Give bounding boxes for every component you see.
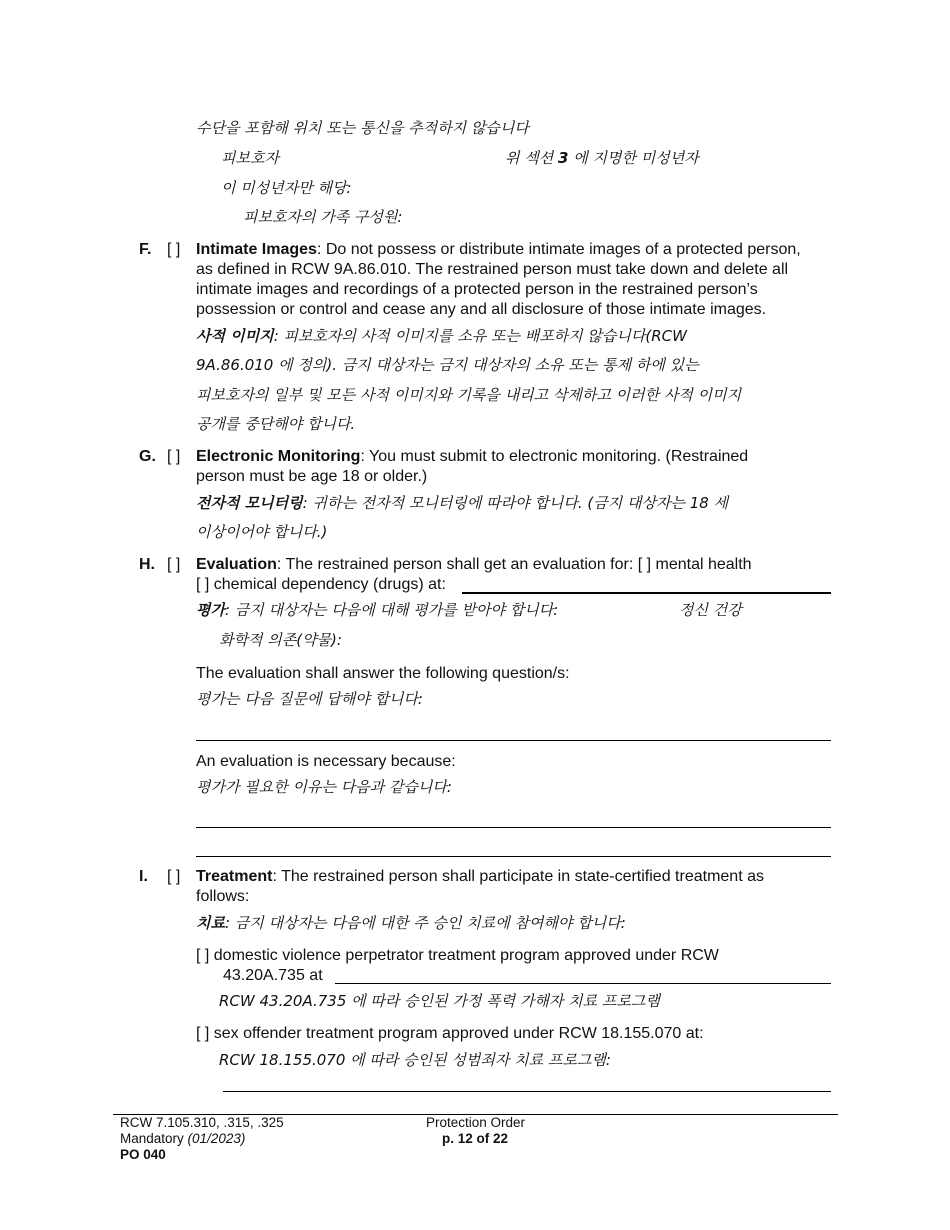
section-i-en-line1: Treatment: The restrained person shall participate in state-certified treatment as [196, 868, 764, 885]
chemical-dependency-field[interactable] [462, 592, 831, 594]
evaluation-reason-label: An evaluation is necessary because: [196, 753, 456, 770]
continued-text: 수단을 포함해 위치 또는 통신을 추적하지 않습니다 [196, 119, 529, 137]
footer-mandatory: Mandatory (01/2023) [120, 1131, 246, 1146]
section-g-ko-line2: 이상이어야 합니다.) [196, 523, 328, 541]
section-f-en-line2: as defined in RCW 9A.86.010. The restrained person must take down and delete all [196, 261, 789, 278]
section-f-en-line1: Intimate Images: Do not possess or distribute intimate images of a protected person, [196, 241, 801, 258]
evaluation-question-label: The evaluation shall answer the following question/s: [196, 665, 570, 682]
section-i-en-line2: follows: [196, 888, 250, 905]
dv-treatment-line2: 43.20A.735 at [223, 967, 323, 984]
section-f-ko-line4: 공개를 중단해야 합니다. [196, 415, 356, 433]
footer-rcw: RCW 7.105.310, .315, .325 [120, 1115, 284, 1130]
section-f-ko-line1: 사적 이미지: 피보호자의 사적 이미지를 소유 또는 배포하지 않습니다(RCW [196, 327, 687, 345]
sex-offender-treatment-option[interactable]: [ ] sex offender treatment program approved under RCW 18.155.070 at: [196, 1025, 704, 1042]
section-h-letter: H. [139, 556, 155, 573]
section-i-letter: I. [139, 868, 148, 885]
footer-title: Protection Order [426, 1115, 526, 1130]
option-only-minors: 이 미성년자만 해당: [221, 179, 352, 197]
section-i-checkbox[interactable]: [ ] [167, 868, 181, 885]
section-g-checkbox[interactable]: [ ] [167, 448, 181, 465]
sex-offender-treatment-field[interactable] [223, 1091, 831, 1092]
section-h-en-line1: Evaluation: The restrained person shall get an evaluation for: [ ] mental health [196, 556, 752, 573]
section-f-ko-line2: 9A.86.010 에 정의). 금지 대상자는 금지 대상자의 소유 또는 통제 하에 있는 [196, 356, 699, 374]
evaluation-reason-label-ko: 평가가 필요한 이유는 다음과 같습니다: [196, 778, 452, 796]
footer-form-id: PO 040 [120, 1147, 166, 1162]
section-f-letter: F. [139, 241, 152, 258]
evaluation-question-label-ko: 평가는 다음 질문에 답해야 합니다: [196, 690, 423, 708]
sex-offender-treatment-ko: RCW 18.155.070 에 따라 승인된 성범죄자 치료 프로그램: [219, 1051, 611, 1069]
option-minors: 위 섹션 3 에 지명한 미성년자 [505, 149, 699, 167]
option-protected-person: 피보호자 [221, 149, 279, 167]
option-family-members: 피보호자의 가족 구성원: [243, 208, 403, 226]
evaluation-reason-field-1[interactable] [196, 827, 831, 828]
section-g-en-line1: Electronic Monitoring: You must submit to electronic monitoring. (Restrained [196, 448, 749, 465]
evaluation-reason-field-2[interactable] [196, 856, 831, 857]
section-f-en-line4: possession or control and cease any and all disclosure of those intimate images. [196, 301, 767, 318]
section-g-letter: G. [139, 448, 156, 465]
section-h-en-line2: [ ] chemical dependency (drugs) at: [196, 576, 446, 593]
section-g-en-line2: person must be age 18 or older.) [196, 468, 428, 485]
section-f-en-line3: intimate images and recordings of a protected person in the restrained person’s [196, 281, 758, 298]
footer-page-number: p. 12 of 22 [442, 1131, 509, 1146]
section-h-checkbox[interactable]: [ ] [167, 556, 181, 573]
section-h-ko-mental: 정신 건강 [679, 601, 742, 619]
evaluation-question-field[interactable] [196, 740, 831, 741]
section-h-ko-chemical: 화학적 의존(약물): [219, 631, 342, 649]
section-f-checkbox[interactable]: [ ] [167, 241, 181, 258]
dv-treatment-field[interactable] [335, 983, 831, 984]
dv-treatment-ko: RCW 43.20A.735 에 따라 승인된 가정 폭력 가해자 치료 프로그램 [219, 992, 660, 1010]
dv-treatment-option[interactable]: [ ] domestic violence perpetrator treatment program approved under RCW [196, 947, 719, 964]
section-h-ko-line1: 평가: 금지 대상자는 다음에 대해 평가를 받아야 합니다: [196, 601, 559, 619]
section-g-ko-line1: 전자적 모니터링: 귀하는 전자적 모니터링에 따라야 합니다. (금지 대상자는 18 세 [196, 494, 729, 512]
section-f-ko-line3: 피보호자의 일부 및 모든 사적 이미지와 기록을 내리고 삭제하고 이러한 사적 이미지 [196, 386, 742, 404]
section-i-ko-line1: 치료: 금지 대상자는 다음에 대한 주 승인 치료에 참여해야 합니다: [196, 914, 626, 932]
